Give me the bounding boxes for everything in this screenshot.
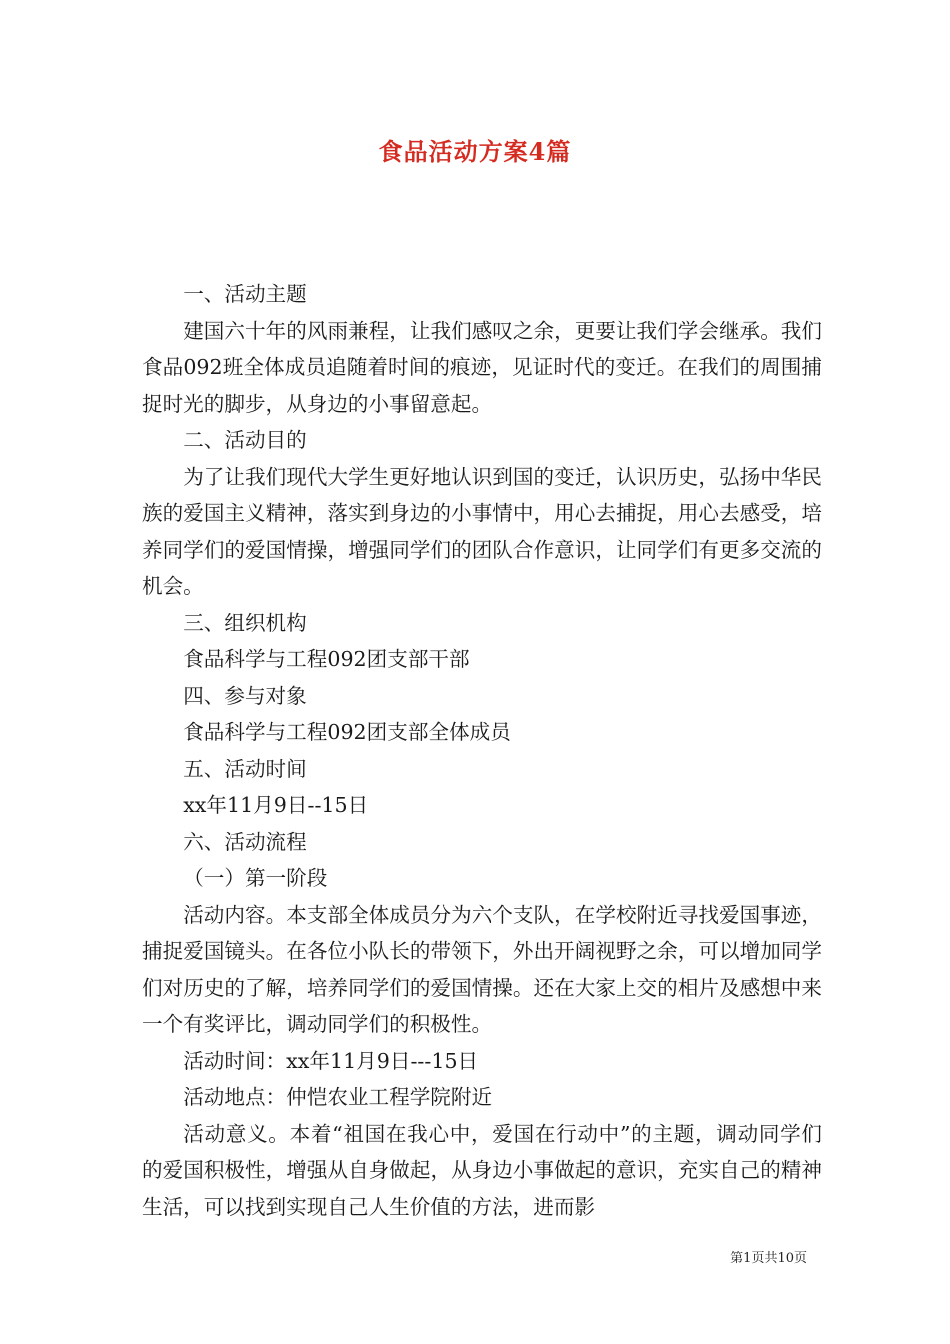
paragraph-activity-significance: 活动意义。本着“祖国在我心中，爱国在行动中”的主题，调动同学们的爱国积极性，增强从自身做起，从身边小事做起的意识，充实自己的精神生活，可以找到实现自己人生价值的方法，进而影 xyxy=(142,1121,822,1219)
paragraph-organization-text: 食品科学与工程092团支部干部 xyxy=(183,647,470,671)
paragraph-stage-location: 活动地点：仲恺农业工程学院附近 xyxy=(183,1085,493,1109)
document-body xyxy=(142,276,822,1225)
paragraph-activity-content: 活动内容。本支部全体成员分为六个支队，在学校附近寻找爱国事迹，捕捉爱国镜头。在各位小队长的带领下，外出开阔视野之余，可以增加同学们对历史的了解，培养同学们的爱国情操。还在大家上交的相片及感想中来一个有奖评比，调动同学们的积极性。 xyxy=(142,902,822,1036)
page-number-footer: 第1页共10页 xyxy=(730,1251,807,1266)
heading-activity-time: 五、活动时间 xyxy=(183,756,307,781)
heading-organization: 三、组织机构 xyxy=(183,610,307,635)
heading-activity-theme: 一、活动主题 xyxy=(183,282,307,306)
paragraph-stage-time: 活动时间：xx年11月9日---15日 xyxy=(183,1048,479,1073)
paragraph-participants-text: 食品科学与工程092团支部全体成员 xyxy=(183,720,511,744)
paragraph-time-text: xx年11月9日--15日 xyxy=(183,793,369,817)
subheading-stage-one: （一）第一阶段 xyxy=(183,866,328,890)
heading-participants: 四、参与对象 xyxy=(183,683,307,708)
paragraph-purpose-text: 为了让我们现代大学生更好地认识到国的变迁，认识历史，弘扬中华民族的爱国主义精神，落实到身边的小事情中，用心去捕捉，用心去感受，培养同学们的爱国情操，增强同学们的团队合作意识，让同学们有更多交流的机会。 xyxy=(142,464,822,598)
document-title: 食品活动方案4篇 xyxy=(378,137,572,166)
heading-activity-purpose: 二、活动目的 xyxy=(183,428,307,452)
heading-activity-process: 六、活动流程 xyxy=(183,829,307,854)
paragraph-theme-text: 建国六十年的风雨兼程，让我们感叹之余，更要让我们学会继承。我们食品092班全体成员追随着时间的痕迹，见证时代的变迁。在我们的周围捕捉时光的脚步，从身边的小事留意起。 xyxy=(142,318,822,416)
